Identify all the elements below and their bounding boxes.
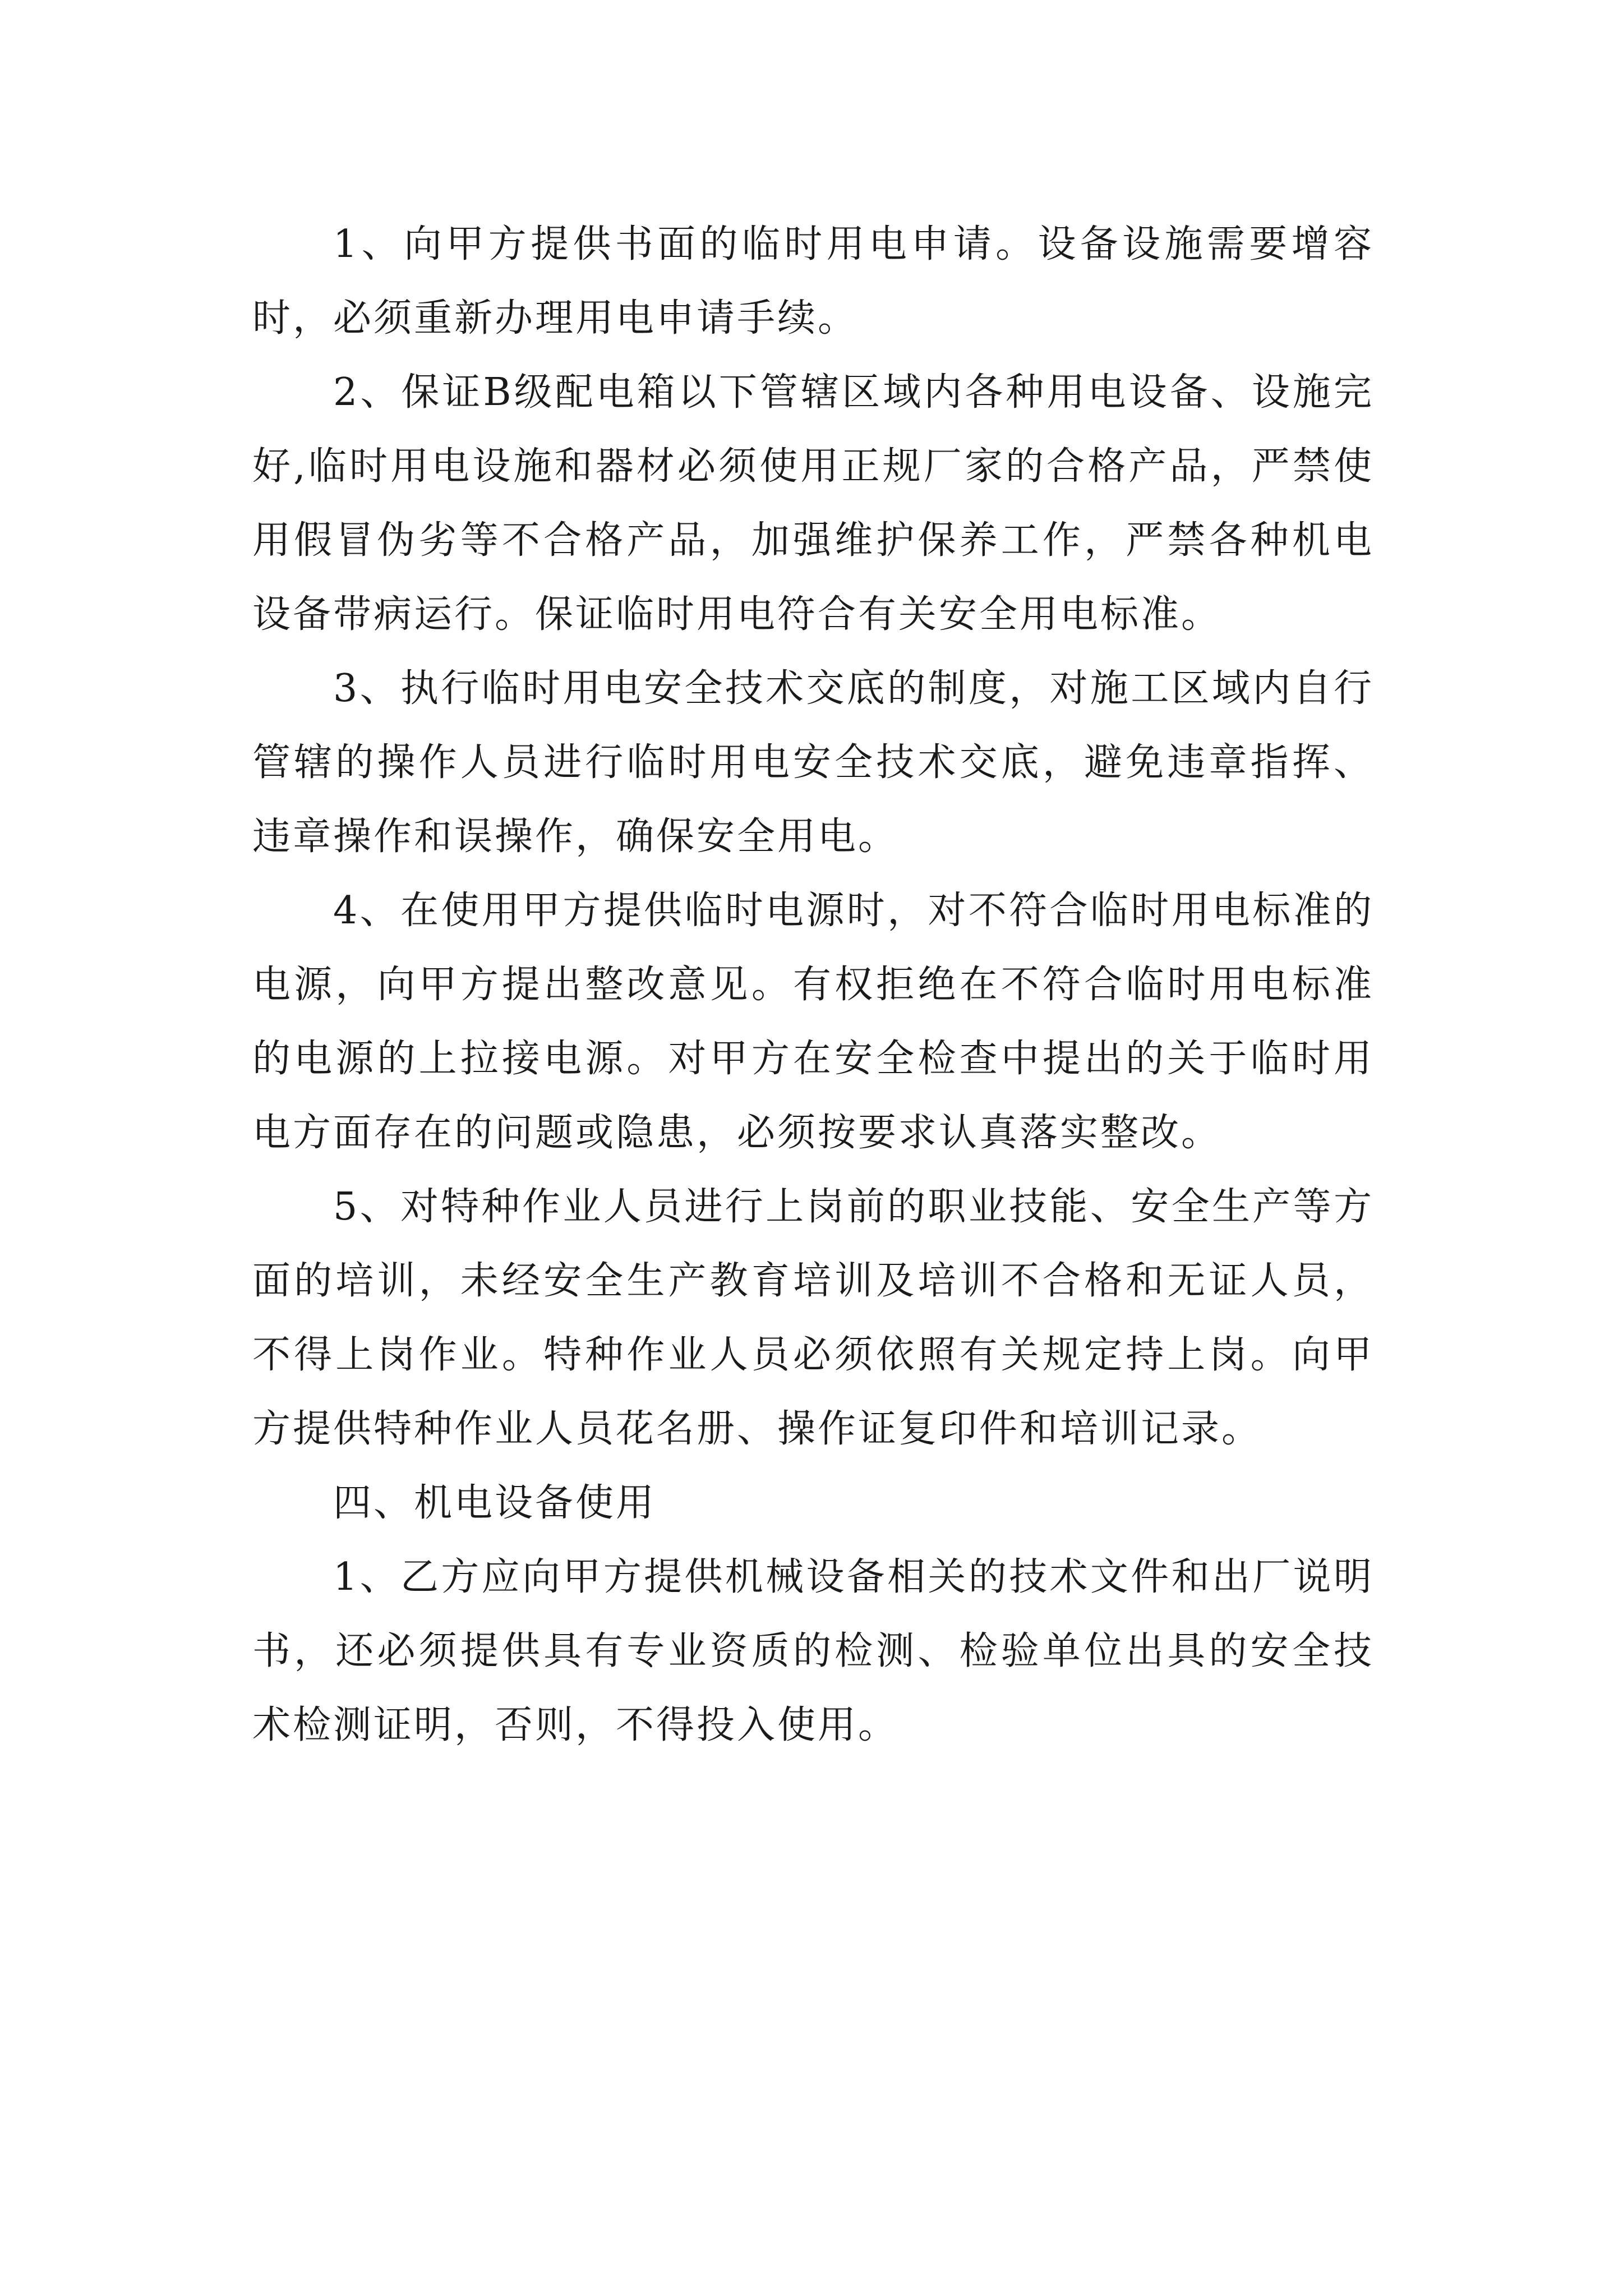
paragraph-1: 1、向甲方提供书面的临时用电申请。设备设施需要增容时，必须重新办理用电申请手续。 [252, 222, 1374, 341]
section-paragraph-1: 1、乙方应向甲方提供机械设备相关的技术文件和出厂说明书，还必须提供具有专业资质的检测、检验单位出具的安全技术检测证明，否则，不得投入使用。 [252, 1555, 1374, 1747]
paragraph-3: 3、执行临时用电安全技术交底的制度，对施工区域内自行管辖的操作人员进行临时用电安全技术交底，避免违章指挥、违章操作和误操作，确保安全用电。 [252, 666, 1374, 859]
paragraph-4: 4、在使用甲方提供临时电源时，对不符合临时用电标准的电源，向甲方提出整改意见。有权拒绝在不符合临时用电标准的电源的上拉接电源。对甲方在安全检查中提出的关于临时用电方面存在的问题或隐患，必须按要求认真落实整改。 [252, 889, 1374, 1155]
document-body [252, 208, 1374, 1763]
section-heading: 四、机电设备使用 [333, 1481, 657, 1525]
paragraph-5: 5、对特种作业人员进行上岗前的职业技能、安全生产等方面的培训，未经安全生产教育培训及培训不合格和无证人员，不得上岗作业。特种作业人员必须依照有关规定持上岗。向甲方提供特种作业人员花名册、操作证复印件和培训记录。 [252, 1185, 1374, 1451]
paragraph-2: 2、保证B级配电箱以下管辖区域内各种用电设备、设施完好,临时用电设施和器材必须使用正规厂家的合格产品，严禁使用假冒伪劣等不合格产品，加强维护保养工作，严禁各种机电设备带病运行。保证临时用电符合有关安全用电标准。 [252, 370, 1374, 637]
